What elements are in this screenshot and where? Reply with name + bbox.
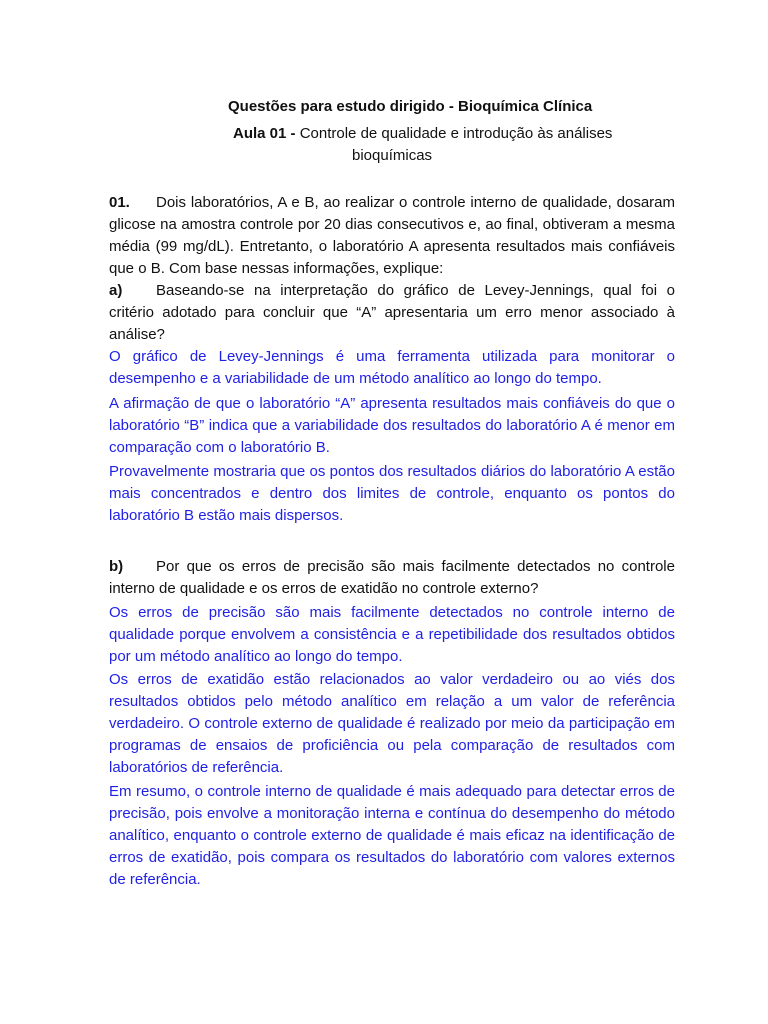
question-number: 01. <box>109 194 130 211</box>
lesson-title-line2: bioquímicas <box>352 147 433 164</box>
lesson-title-line1: Controle de qualidade e introdução às análises <box>299 125 613 142</box>
part-b-text: Por que os erros de precisão são mais facilmente detectados no controle interno de qualidade e os erros de exatidão no controle externo? <box>109 558 675 597</box>
part-a-text: Baseando-se na interpretação do gráfico de Levey-Jennings, qual foi o critério adotado para concluir que “A” apresentaria um erro menor associado à análise? <box>109 282 675 343</box>
lesson-heading <box>233 125 612 142</box>
question-text: Dois laboratórios, A e B, ao realizar o controle interno de qualidade, dosaram glicose na amostra controle por 20 dias consecutivos e, ao final, obtiveram a mesma média (99 mg/dL). Entretanto, o laboratório A apresenta resultados mais confiáveis que o B. Com base nessas informações, explique: <box>109 194 675 277</box>
answer-a-paragraph-3: Provavelmente mostraria que os pontos dos resultados diários do laboratório A estão mais concentrados e dentro dos limites de controle, enquanto os pontos do laboratório B estão mais dispersos. <box>109 463 675 524</box>
answer-b-paragraph-1: Os erros de precisão são mais facilmente detectados no controle interno de qualidade porque envolvem a consistência e a repetibilidade dos resultados obtidos por um método analítico ao longo do tempo. <box>109 604 675 665</box>
part-b-letter: b) <box>109 558 124 575</box>
answer-b-paragraph-3: Em resumo, o controle interno de qualidade é mais adequado para detectar erros de precisão, pois envolve a monitoração interna e contínua do desempenho do método analítico, enquanto o controle externo de qualidade é mais eficaz na identificação de erros de exatidão, pois compara os resultados do laboratório com valores externos de referência. <box>109 783 675 888</box>
question-01 <box>109 192 675 280</box>
answer-a-paragraph-2: A afirmação de que o laboratório “A” apresenta resultados mais confiáveis do que o laboratório “B” indica que a variabilidade dos resultados do laboratório A é menor em comparação com o laboratório B. <box>109 395 675 456</box>
answer-b-paragraph-2: Os erros de exatidão estão relacionados ao valor verdadeiro ou ao viés dos resultados obtidos pelo método analítico em relação a um valor de referência verdadeiro. O controle externo de qualidade é realizado por meio da participação em programas de ensaios de proficiência ou pela comparação de resultados com laboratórios de referência. <box>109 671 675 776</box>
question-part-a <box>109 280 675 346</box>
document-title: Questões para estudo dirigido - Bioquímica Clínica <box>228 98 593 115</box>
answer-a-paragraph-1: O gráfico de Levey-Jennings é uma ferramenta utilizada para monitorar o desempenho e a variabilidade de um método analítico ao longo do tempo. <box>109 348 675 387</box>
lesson-label: Aula 01 - <box>233 125 296 142</box>
part-a-letter: a) <box>109 282 123 299</box>
question-part-b <box>109 556 675 600</box>
